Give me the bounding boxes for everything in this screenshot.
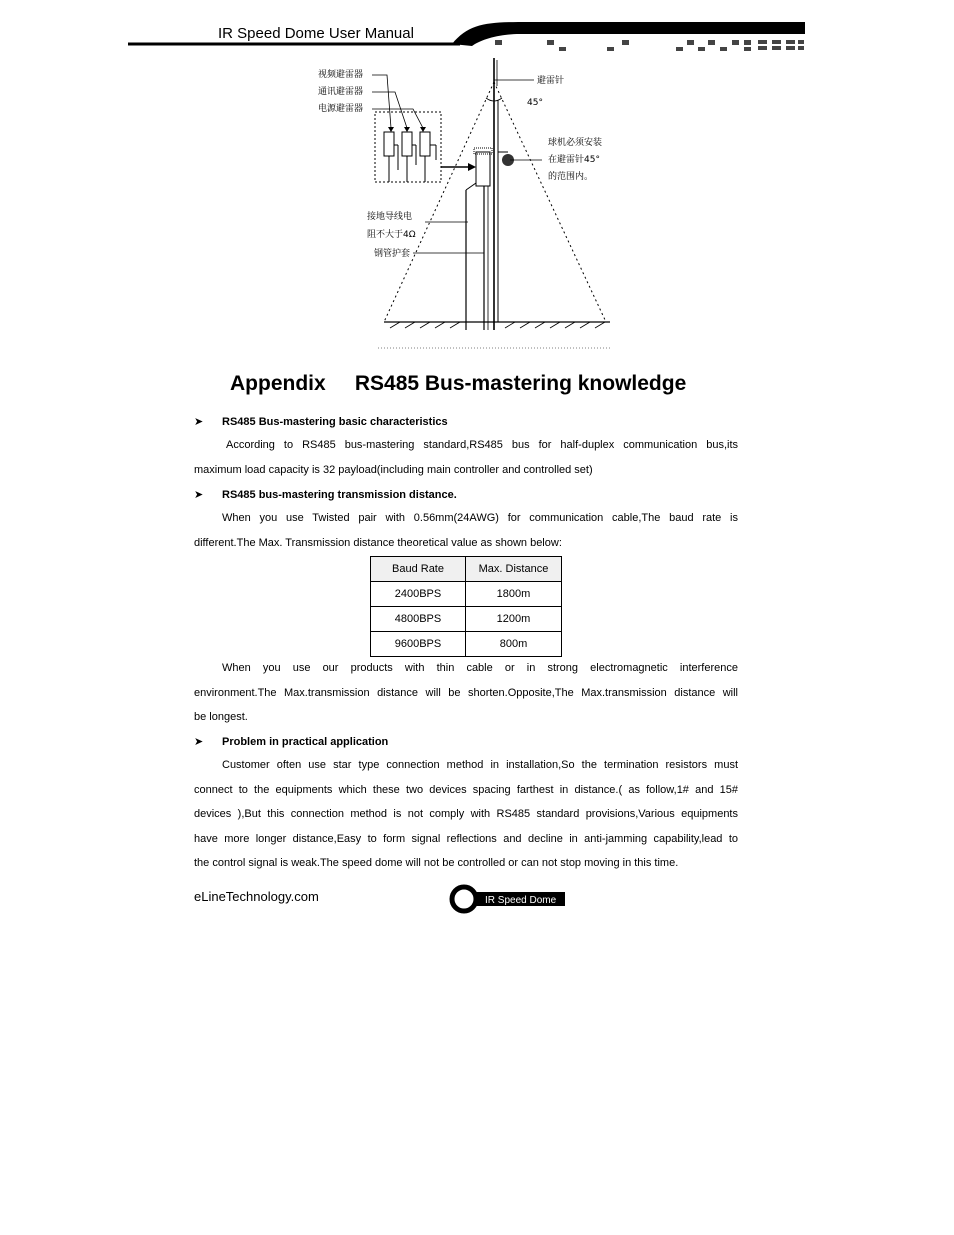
badge-text: IR Speed Dome bbox=[485, 895, 557, 906]
label-dome-note-2: 在避雷针45° bbox=[548, 155, 600, 165]
arrester-box bbox=[375, 112, 441, 182]
table-header-row bbox=[371, 557, 562, 582]
table-header-cell: Baud Rate bbox=[371, 557, 466, 582]
text-line: maximum load capacity is 32 payload(including main controller and controlled set) bbox=[194, 463, 593, 476]
junction-box bbox=[476, 152, 490, 186]
label-angle: 45° bbox=[527, 98, 543, 108]
arrester-2 bbox=[402, 132, 412, 156]
page-title: Appendix RS485 Bus-mastering knowledge bbox=[230, 372, 687, 395]
header-title: IR Speed Dome User Manual bbox=[218, 25, 414, 42]
text-line: environment.The Max.transmission distance will be shorten.Opposite,The Max.transmission distance will bbox=[194, 686, 738, 699]
table-cell: 9600BPS bbox=[371, 632, 466, 657]
heading-text: Problem in practical application bbox=[222, 736, 389, 748]
text-line: have more longer distance,Easy to form signal reflections and decline in anti-jamming capability,lead to bbox=[194, 832, 738, 845]
paragraph-distance bbox=[194, 506, 738, 555]
distance-table bbox=[370, 556, 562, 657]
footer-badge bbox=[449, 882, 569, 916]
arrester-1 bbox=[384, 132, 394, 156]
table-cell: 1200m bbox=[466, 607, 562, 632]
text-line: connect to the equipments which these two devices spacing farthest in distance.( as follow,1# and 15# bbox=[194, 783, 738, 796]
label-dome-note-3: 的范围内。 bbox=[548, 172, 594, 182]
label-video-arrester: 视频避雷器 bbox=[318, 70, 364, 80]
text-line: devices ),But this connection method is not comply with RS485 standard provisions,Various equipments bbox=[194, 808, 738, 820]
badge-ring-icon bbox=[452, 887, 476, 911]
section-heading-problem bbox=[194, 735, 388, 748]
section-heading-distance bbox=[194, 488, 457, 501]
paragraph-characteristics bbox=[194, 433, 738, 482]
table-cell: 800m bbox=[466, 632, 562, 657]
table-row bbox=[371, 632, 562, 657]
table-header-cell: Max. Distance bbox=[466, 557, 562, 582]
label-comm-arrester: 通讯避雷器 bbox=[318, 87, 364, 97]
label-ground-note-2: 阻不大于4Ω bbox=[367, 230, 416, 240]
bullet-arrow-icon: ➤ bbox=[194, 416, 204, 428]
label-dome-note-1: 球机必须安装 bbox=[548, 138, 603, 148]
header-decoration bbox=[0, 0, 954, 60]
label-steel-pipe: 钢管护套 bbox=[374, 249, 411, 259]
table-row bbox=[371, 582, 562, 607]
label-lightning-rod: 避雷针 bbox=[537, 76, 565, 86]
arrester-3 bbox=[420, 132, 430, 156]
text-line: different.The Max. Transmission distance theoretical value as shown below: bbox=[194, 536, 562, 549]
paragraph-environment bbox=[194, 656, 738, 730]
lightning-protection-diagram bbox=[300, 55, 630, 355]
heading-text: RS485 bus-mastering transmission distance. bbox=[222, 489, 457, 501]
table-cell: 4800BPS bbox=[371, 607, 466, 632]
label-power-arrester: 电源避雷器 bbox=[318, 104, 364, 114]
text-line: be longest. bbox=[194, 711, 248, 723]
text-line: When you use our products with thin cable or in strong electromagnetic interference bbox=[222, 662, 738, 674]
bullet-arrow-icon: ➤ bbox=[194, 736, 204, 748]
bullet-arrow-icon: ➤ bbox=[194, 489, 204, 501]
paragraph-problem bbox=[194, 753, 738, 876]
label-ground-note-1: 接地导线电 bbox=[367, 212, 413, 222]
heading-text: RS485 Bus-mastering basic characteristics bbox=[222, 416, 448, 428]
footer-website: eLineTechnology.com bbox=[194, 889, 319, 904]
text-line: According to RS485 bus-mastering standard,RS485 bus for half-duplex communication bus,its bbox=[226, 439, 738, 451]
text-line: When you use Twisted pair with 0.56mm(24AWG) for communication cable,The baud rate is bbox=[222, 512, 738, 524]
table-cell: 1800m bbox=[466, 582, 562, 607]
table-row bbox=[371, 607, 562, 632]
section-heading-characteristics bbox=[194, 415, 448, 428]
table-cell: 2400BPS bbox=[371, 582, 466, 607]
text-line: Customer often use star type connection method in installation,So the termination resistors must bbox=[222, 759, 738, 771]
text-line: the control signal is weak.The speed dome will not be controlled or can not stop moving in this time. bbox=[194, 857, 679, 869]
